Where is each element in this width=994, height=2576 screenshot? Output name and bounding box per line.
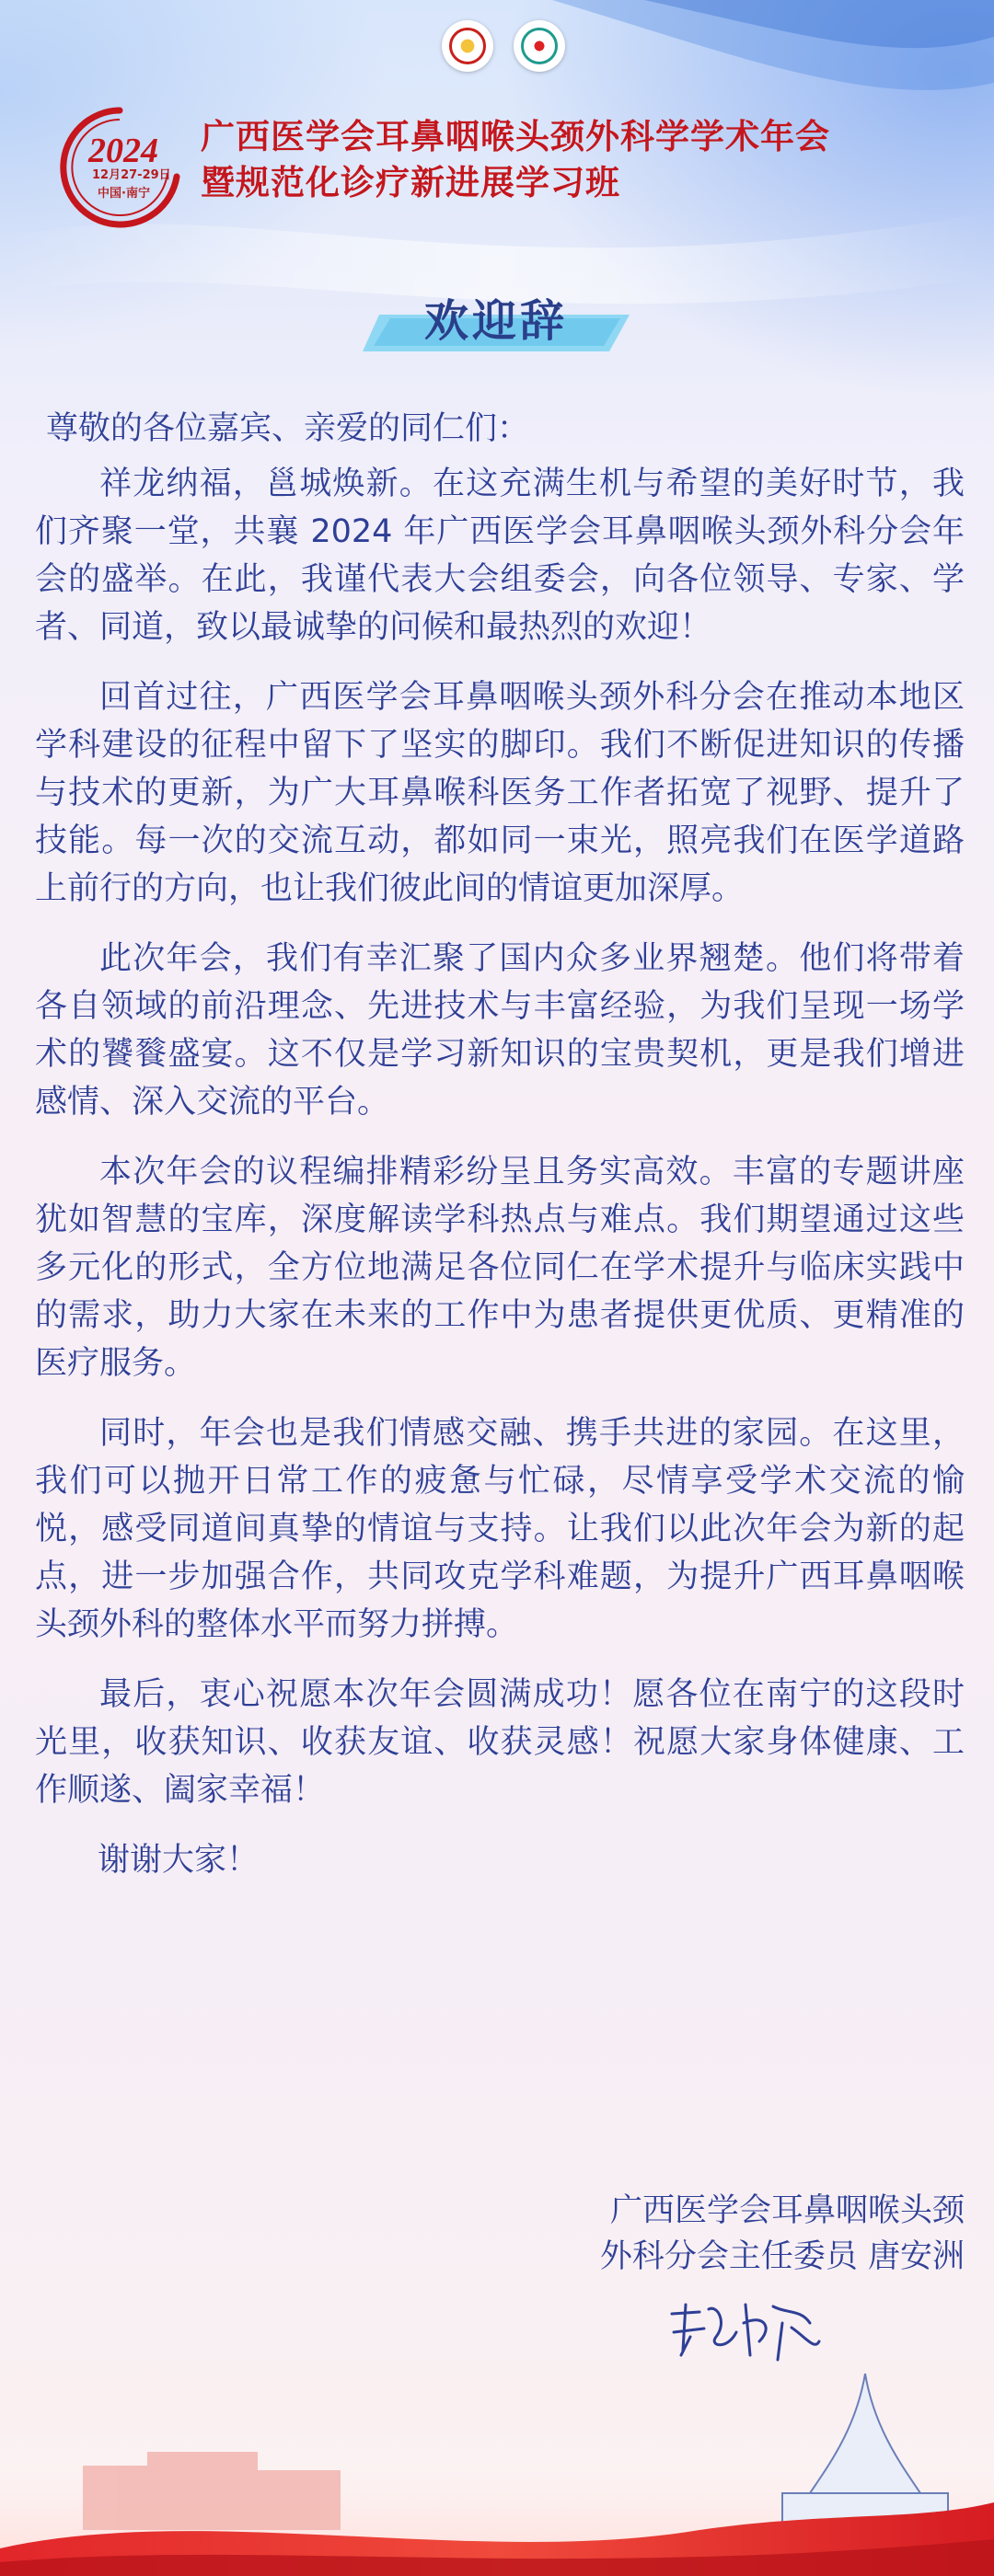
society-logo-icon <box>442 20 493 72</box>
event-title-line2: 暨规范化诊疗新进展学习班 <box>201 163 620 202</box>
event-title <box>201 114 830 206</box>
footer-cityscape-decoration <box>0 2355 994 2576</box>
letter-closing: 谢谢大家！ <box>98 1842 260 1879</box>
letter-paragraph-2: 回首过往，广西医学会耳鼻咽喉头颈外科分会在推动本地区学科建设的征程中留下了坚实的脚印。我们不断促进知识的传播与技术的更新，为广大耳鼻喉科医务工作者拓宽了视野、提升了技能。每一次的交流互动，都如同一束光，照亮我们在医学道路上前行的方向，也让我们彼此间的情谊更加深厚。 <box>35 679 965 907</box>
letter-paragraph-5: 同时，年会也是我们情感交融、携手共进的家园。在这里，我们可以抛开日常工作的疲惫与忙碌，尽情享受学术交流的愉悦，感受同道间真挚的情谊与支持。让我们以此次年会为新的起点，进一步加强合作，共同攻克学科难题，为提升广西耳鼻咽喉头颈外科的整体水平而努力拼搏。 <box>35 1415 965 1643</box>
letter-paragraph-1: 祥龙纳福，邕城焕新。在这充满生机与希望的美好时节，我们齐聚一堂，共襄 2024 年广西医学会耳鼻咽喉头颈外科分会年会的盛举。在此，我谨代表大会组委会，向各位领导、专家、学者、同道，致以最诚挚的问候和最热烈的欢迎！ <box>35 466 965 646</box>
signature-line-2: 外科分会主任委员 唐安洲 <box>599 2238 965 2275</box>
hospital-logo-icon <box>514 20 565 72</box>
welcome-letter <box>35 405 965 1884</box>
letter-signature <box>600 2188 965 2280</box>
organizer-logos <box>442 20 565 72</box>
letter-paragraph-3: 此次年会，我们有幸汇聚了国内众多业界翘楚。他们将带着各自领域的前沿理念、先进技术与丰富经验，为我们呈现一场学术的饕餮盛宴。这不仅是学习新知识的宝贵契机，更是我们增进感情、深入交流的平台。 <box>35 940 965 1121</box>
event-title-line1: 广西医学会耳鼻咽喉头颈外科学学术年会 <box>201 117 830 156</box>
event-dates: 12月27-29日 <box>92 168 171 182</box>
letter-salutation: 尊敬的各位嘉宾、亲爱的同仁们： <box>46 410 530 447</box>
welcome-heading: 欢迎辞 <box>423 295 568 347</box>
signature-line-1: 广西医学会耳鼻咽喉头颈 <box>609 2192 965 2229</box>
letter-paragraph-4: 本次年会的议程编排精彩纷呈且务实高效。丰富的专题讲座犹如智慧的宝库，深度解读学科热点与难点。我们期望通过这些多元化的形式，全方位地满足各位同仁在学术提升与临床实践中的需求，助力大家在未来的工作中为患者提供更优质、更精准的医疗服务。 <box>35 1154 965 1382</box>
letter-paragraph-6: 最后，衷心祝愿本次年会圆满成功！愿各位在南宁的这段时光里，收获知识、收获友谊、收获灵感！祝愿大家身体健康、工作顺遂、阖家幸福！ <box>35 1676 965 1809</box>
welcome-banner <box>363 278 630 351</box>
event-place: 中国·南宁 <box>98 187 150 201</box>
emblem-year: 2024 <box>88 132 158 170</box>
